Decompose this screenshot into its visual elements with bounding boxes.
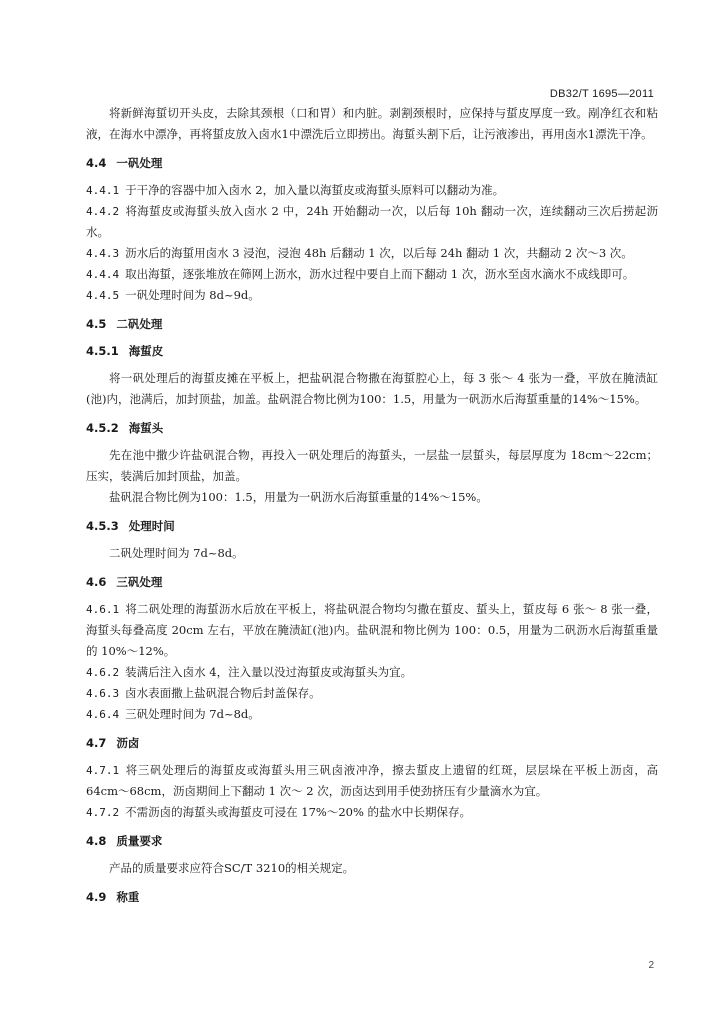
clause-4-4-1 [86,180,658,201]
section-title: 海蜇皮 [128,344,164,358]
paragraph-4-8: 产品的质量要求应符合SC/T 3210的相关规定。 [109,861,355,875]
paragraph-4-5-3: 二矾处理时间为 7d~8d。 [109,546,244,560]
clause-4-7-1 [86,760,658,802]
section-title: 二矾处理 [116,317,163,331]
clause-number: 4.7.2 [86,806,120,819]
clause-number: 4.4.3 [86,247,120,260]
section-heading-4-8 [86,831,658,852]
section-heading-4-4 [86,153,658,174]
section-number: 4.6 [86,575,107,589]
section-number: 4.7 [86,736,107,750]
section-title: 处理时间 [128,519,175,533]
section-title: 一矾处理 [116,156,163,170]
section-heading-4-6 [86,572,658,593]
clause-4-4-5 [86,285,658,306]
section-title: 海蜇头 [128,421,164,435]
section-number: 4.8 [86,834,107,848]
section-heading-4-9 [86,887,658,908]
clause-number: 4.4.2 [86,205,120,218]
clause-4-6-2 [86,662,658,683]
section-title: 质量要求 [116,834,163,848]
clause-number: 4.6.1 [86,603,120,616]
clause-text: 装满后注入卤水 4，注入量以没过海蜇皮或海蜇头为宜。 [125,665,413,679]
clause-text: 不需沥卤的海蜇头或海蜇皮可浸在 17%～20% 的盐水中长期保存。 [125,805,472,819]
clause-text: 一矾处理时间为 8d~9d。 [125,288,260,302]
clause-text: 沥水后的海蜇用卤水 3 浸泡，浸泡 48h 后翻动 1 次，以后每 24h 翻动 1 次，共翻动 2 次～3 次。 [125,246,633,260]
subsection-heading-4-5-2 [86,418,658,439]
paragraph-4-5-2-a: 先在池中撒少许盐矾混合物，再投入一矾处理后的海蜇头，一层盐一层蜇头，每层厚度为 18cm～22cm；压实，装满后加封顶盐，加盖。 [86,448,658,483]
section-number: 4.5.3 [86,519,119,533]
clause-text: 取出海蜇，逐张堆放在筛网上沥水，沥水过程中要自上而下翻动 1 次，沥水至卤水滴水不成线即可。 [125,267,635,281]
page-body [86,103,658,908]
section-number: 4.5.2 [86,421,119,435]
clause-number: 4.6.4 [86,708,120,721]
subsection-heading-4-5-1 [86,341,658,362]
paragraph-4-5-1: 将一矾处理后的海蜇皮摊在平板上，把盐矾混合物撒在海蜇腔心上，每 3 张～ 4 张为一叠，平放在腌渍缸(池)内，池满后，加封顶盐，加盖。盐矾混合物比例为100：1.5，用量为一矾沥水后海蜇重量的14%～15%。 [86,371,658,406]
clause-number: 4.6.2 [86,666,120,679]
section-number: 4.9 [86,890,107,904]
clause-4-6-4 [86,704,658,725]
clause-number: 4.4.4 [86,268,120,281]
clause-text: 将三矾处理后的海蜇皮或海蜇头用三矾卤液冲净，擦去蜇皮上遗留的红斑，层层垛在平板上沥卤，高 64cm～68cm，沥卤期间上下翻动 1 次～ 2 次，沥卤达到用手使劲挤压有少量滴水为宜。 [86,763,658,798]
clause-number: 4.4.1 [86,184,120,197]
clause-number: 4.4.5 [86,289,120,302]
clause-4-4-3 [86,243,658,264]
section-title: 沥卤 [116,736,140,750]
clause-text: 卤水表面撒上盐矾混合物后封盖保存。 [125,686,321,700]
section-number: 4.4 [86,156,107,170]
paragraph-4-5-2-b: 盐矾混合物比例为100：1.5，用量为一矾沥水后海蜇重量的14%～15%。 [109,490,488,504]
clause-number: 4.7.1 [86,764,120,777]
section-title: 称重 [116,890,140,904]
clause-text: 于干净的容器中加入卤水 2，加入量以海蜇皮或海蜇头原料可以翻动为准。 [125,183,505,197]
section-number: 4.5.1 [86,344,119,358]
clause-text: 将海蜇皮或海蜇头放入卤水 2 中，24h 开始翻动一次，以后每 10h 翻动一次，连续翻动三次后捞起沥水。 [86,204,658,239]
document-code: DB32/T 1695—2011 [549,88,654,100]
intro-paragraph: 将新鲜海蜇切开头皮，去除其颈根（口和胃）和内脏。剥割颈根时，应保持与蜇皮厚度一致。剐净红衣和粘液，在海水中漂净，再将蜇皮放入卤水1中漂洗后立即捞出。海蜇头割下后，让污液渗出，再用卤水1漂洗干净。 [86,106,658,141]
section-heading-4-7 [86,733,658,754]
clause-text: 三矾处理时间为 7d~8d。 [125,707,260,721]
section-number: 4.5 [86,317,107,331]
clause-4-4-2 [86,201,658,243]
clause-4-6-1 [86,599,658,662]
clause-text: 将二矾处理的海蜇沥水后放在平板上，将盐矾混合物均匀撒在蜇皮、蜇头上，蜇皮每 6 张～ 8 张一叠，海蜇头每叠高度 20cm 左右，平放在腌渍缸(池)内。盐矾混和物比例为 100：0.5，用量为二矾沥水后海蜇重量的 10%～12%。 [86,602,658,658]
section-title: 三矾处理 [116,575,163,589]
subsection-heading-4-5-3 [86,516,658,537]
section-heading-4-5 [86,314,658,335]
clause-4-6-3 [86,683,658,704]
clause-number: 4.6.3 [86,687,120,700]
page-number: 2 [648,960,654,971]
clause-4-7-2 [86,802,658,823]
clause-4-4-4 [86,264,658,285]
